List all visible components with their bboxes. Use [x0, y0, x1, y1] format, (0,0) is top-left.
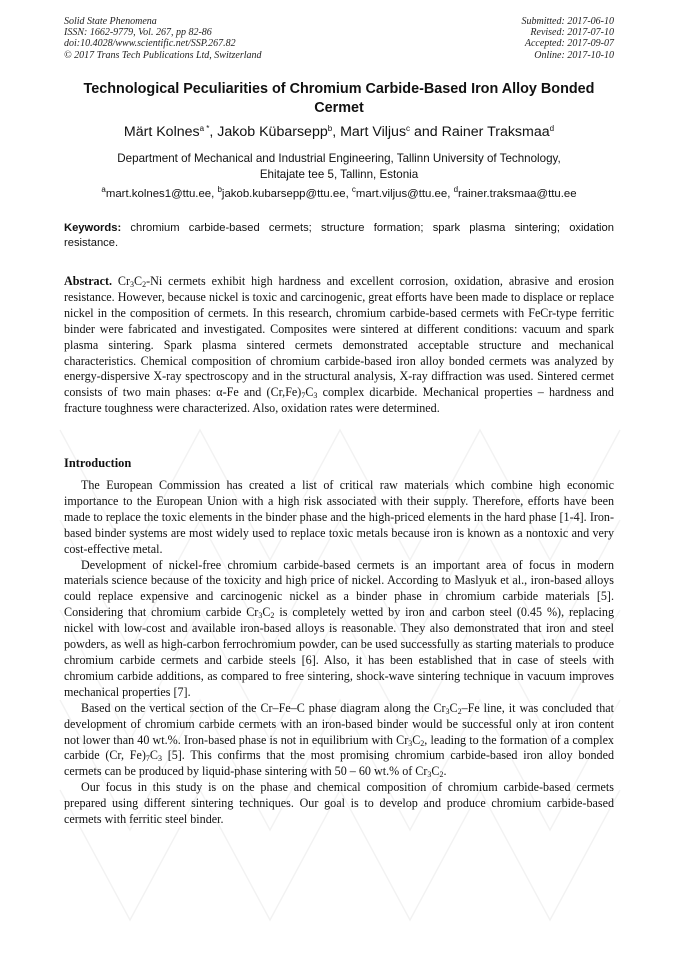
author-name: Jakob Kübarsepp [217, 124, 328, 140]
subscript: 2 [270, 611, 275, 621]
author-conjunction: and [410, 124, 442, 140]
author-email: mart.viljus@ttu.ee, [355, 188, 454, 200]
author-name: Märt Kolnes [123, 124, 200, 140]
paragraph-text: Based on the vertical section of the Cr–Fe–C phase diagram along the Cr [81, 700, 446, 715]
abstract-text: C [305, 385, 314, 400]
subscript: 2 [439, 770, 444, 780]
accepted-date: Accepted: 2017-09-07 [524, 38, 614, 50]
paragraph-text: C [449, 700, 458, 715]
keywords-label: Keywords: [64, 222, 122, 234]
keywords [64, 221, 614, 251]
paragraph-text: C [431, 764, 440, 779]
author-name: Mart Viljus [340, 124, 407, 140]
publication-dates [522, 16, 615, 61]
paragraph-text: . [443, 764, 447, 779]
email-mark: c [351, 185, 356, 194]
abstract [64, 274, 614, 417]
paragraph-text: C [412, 732, 421, 747]
section-heading: Introduction [64, 456, 132, 470]
paper-title: Technological Peculiarities of Chromium Carbide-Based Iron Alloy Bonded Cermet [83, 81, 595, 116]
subscript: 2 [457, 706, 462, 716]
paragraph [64, 701, 614, 781]
abstract-text: Cr [112, 274, 131, 288]
affiliation-line: Department of Mechanical and Industrial Engineering, Tallinn University of Technology, [117, 152, 561, 165]
author-name: Rainer Traksmaa [441, 124, 550, 140]
paragraph-text: [5]. This confirms that the most promising chromium carbide-based iron alloy bonded cermets can be produced by liquid-phase sintering with 50 – 60 wt.% of Cr [64, 748, 614, 779]
author-affiliation-mark: b [327, 124, 333, 133]
abstract-text: C [134, 274, 143, 288]
paragraph-text: –Fe line, it was concluded that development of chromium carbide cermets with an iron-based binder would be successful only at iron content not lower than 40 wt.%. Iron-based phase is not in equilibrium with Cr [64, 700, 614, 747]
paragraph: The European Commission has created a list of critical raw materials which combine high economic importance to the European Union with a high risk associated with their supply. Therefore, efforts have been made to replace the toxic elements in the binder phase and the high-priced elements in the hard phase [1-4]. Iron-based binder systems are most widely used to replace toxic metals because iron is known as a nontoxic and very cost-effective metal. [64, 478, 614, 556]
introduction-body [64, 478, 614, 828]
revised-date: Revised: 2017-07-10 [530, 27, 614, 39]
author-email: jakob.kubarsepp@ttu.ee, [221, 188, 352, 200]
paragraph-text: Development of nickel-free chromium carbide-based cermets is an important area of focus in modern materials science because of the toxicity and high price of nickel. According to Maslyuk et al., iron-based alloys could replace expensive and carcinogenic nickel as a binder phase in chromium carbide materials [5]. Considering that chromium carbide Cr [64, 557, 614, 620]
affiliation [64, 151, 614, 182]
subscript: 3 [427, 770, 432, 780]
subscript: 3 [157, 754, 162, 764]
abstract-label: Abstract. [64, 274, 113, 288]
journal-name: Solid State Phenomena [64, 16, 157, 27]
paragraph [64, 558, 614, 701]
paragraph-text: C [262, 605, 271, 620]
paragraph: Our focus in this study is on the phase and chemical composition of chromium carbide-based cermets prepared using different sintering techniques. Our goal is to develop and produce chromium carbide-based cermets with ferritic steel binder. [64, 780, 614, 827]
keywords-text: chromium carbide-based cermets; structure formation; spark plasma sintering; oxidation resistance. [64, 222, 614, 250]
subscript: 2 [142, 280, 147, 289]
subscript: 2 [420, 738, 425, 748]
affiliation-line: Ehitajate tee 5, Tallinn, Estonia [259, 167, 419, 181]
subscript: 3 [258, 611, 263, 621]
email-mark: d [453, 185, 459, 194]
journal-info [64, 16, 262, 61]
journal-issn: ISSN: 1662-9779, Vol. 267, pp 82-86 [64, 27, 212, 39]
online-date: Online: 2017-10-10 [534, 49, 614, 61]
author-email: rainer.traksmaa@ttu.ee [458, 188, 577, 200]
author-emails [64, 187, 614, 202]
subscript: 3 [408, 738, 413, 748]
subscript: 7 [145, 754, 150, 764]
author-affiliation-mark: a * [199, 124, 210, 133]
author-list: Märt Kolnes$^{a *}$, Jakob Kübarsepp$^b$, Mart Viljus$^c$ and Rainer Traksmaa$^d$ [123, 124, 555, 140]
subscript: 3 [445, 706, 450, 716]
author-affiliation-mark: d [549, 124, 555, 133]
paragraph-text: is completely wetted by iron and carbon steel (0.45 %), replacing nickel with low-cost and available iron-based alloys is reasonable. They also demonstrated that iron and steel powders, as well as high-carbon ferrochromium powder, can be used successfully as starting materials to produce chromium carbide cermets and carbide steels [6]. Also, it has been established that in case of steels with chromium carbide additions, as compared to free sintering, shock-wave sintering technique in vacuum improves mechanical properties [7]. [64, 605, 615, 699]
abstract-text: complex dicarbide. Mechanical properties – hardness and fracture toughness were characterized. Also, oxidation rates were determined. [64, 385, 614, 416]
email-mark: b [217, 185, 222, 194]
author-email: mart.kolnes1@ttu.ee, [105, 188, 218, 200]
email-mark: a [101, 185, 106, 194]
paragraph-text: , leading to the formation of a complex carbide (Cr, Fe) [64, 732, 614, 763]
submitted-date: Submitted: 2017-06-10 [521, 16, 614, 27]
journal-copyright: © 2017 Trans Tech Publications Ltd, Switzerland [64, 49, 262, 61]
subscript: 3 [130, 280, 135, 289]
paragraph-text: C [149, 748, 158, 763]
abstract-text: -Ni cermets exhibit high hardness and excellent corrosion, oxidation, abrasive and erosion resistance. However, because nickel is toxic and carcinogenic, great efforts have been made to displace or replace nickel in the composition of cermets. In this research, chromium carbide-based cermets with FeCr-type ferritic binder were fabricated and investigated. Composites were sintered at different conditions: vacuum and spark plasma sintering. Spark plasma sintered cermets demonstrated acceptable structure and mechanical characteristics. Chemical composition of chromium carbide-based iron alloy bonded cermets was analyzed by energy-dispersive X-ray spectroscopy and in the structural analysis, X-ray diffraction was used. Sintered cermet consists of two main phases: α-Fe and (Cr,Fe) [64, 274, 614, 400]
subscript: 3 [313, 391, 318, 401]
journal-doi: doi:10.4028/www.scientific.net/SSP.267.82 [64, 38, 236, 50]
subscript: 7 [301, 391, 306, 401]
author-affiliation-mark: c [406, 124, 411, 133]
